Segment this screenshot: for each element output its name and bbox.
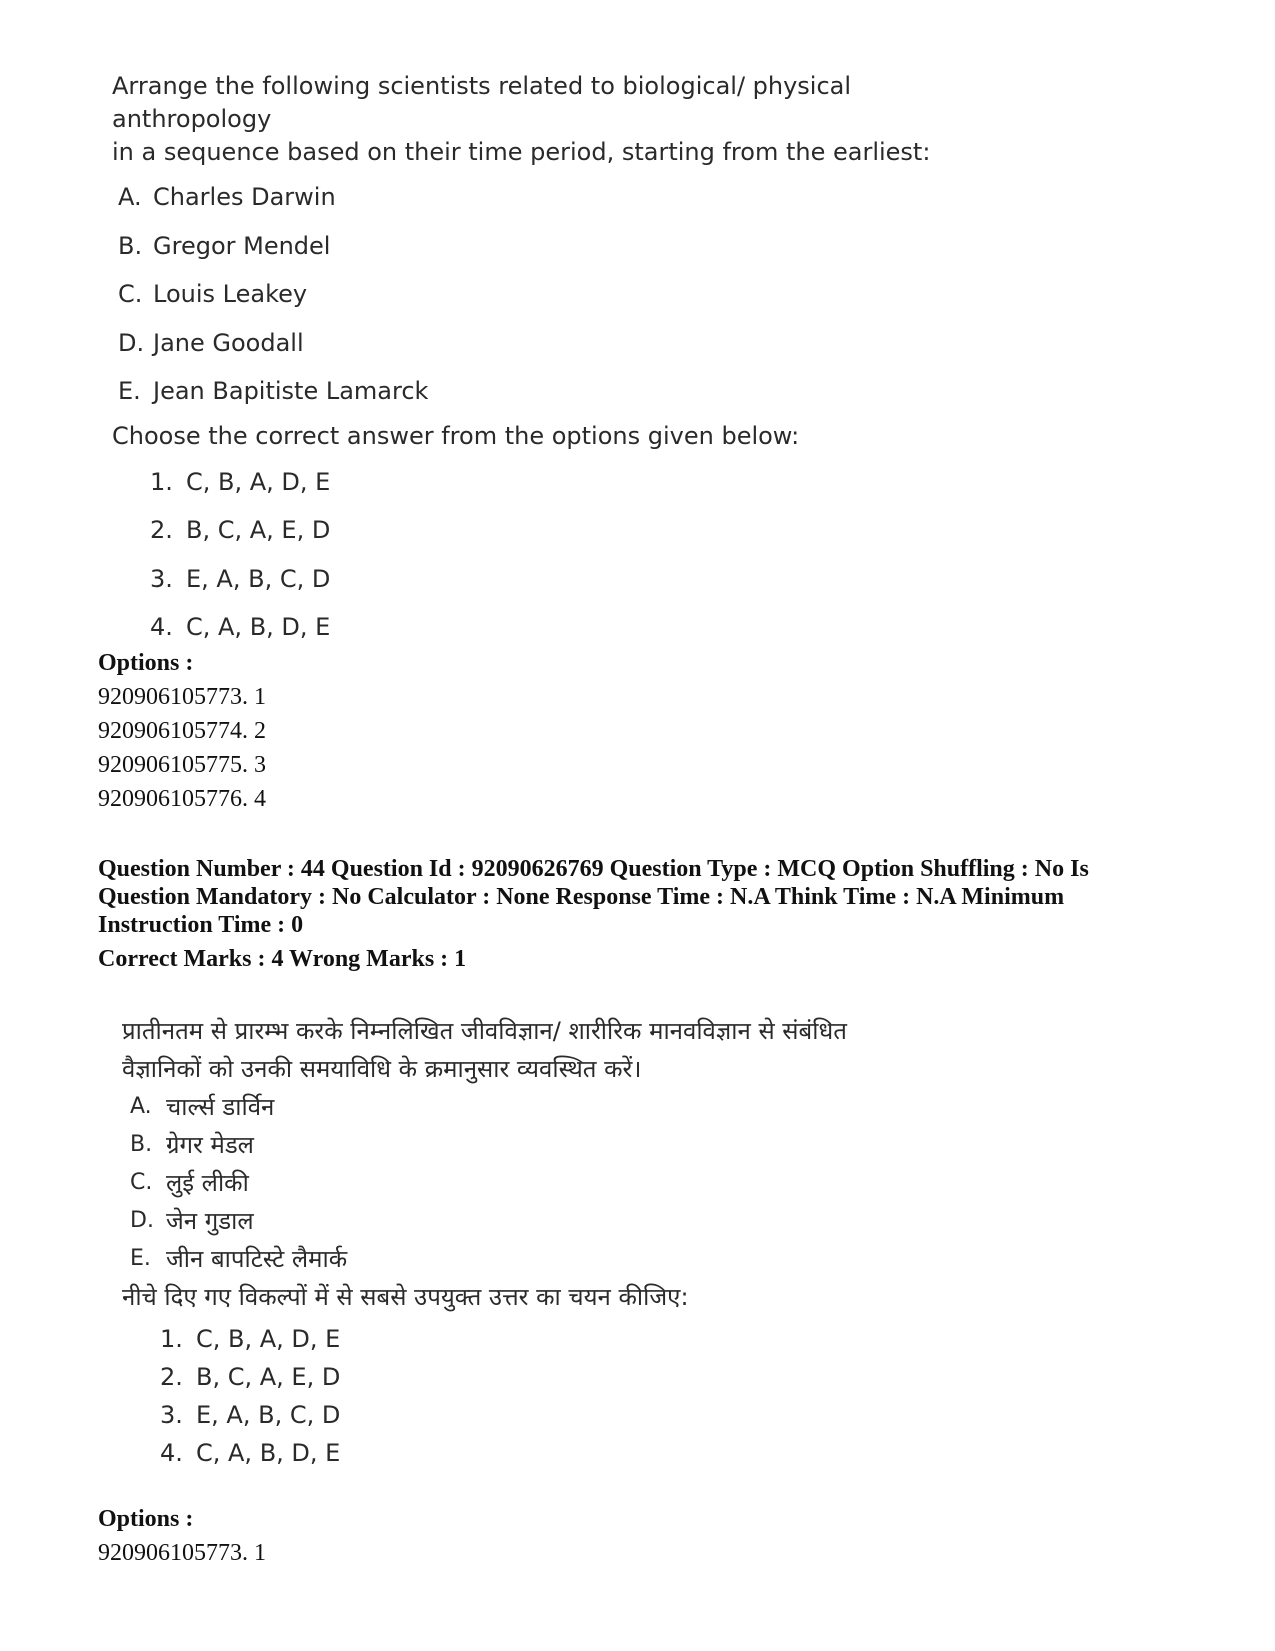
question-stem-line: in a sequence based on their time period, starting from the earliest: [112, 138, 931, 166]
question-stem [112, 70, 992, 169]
scientist-list [130, 1088, 1002, 1278]
choice-text: B, C, A, E, D [186, 516, 331, 544]
meta-line: Instruction Time : 0 [98, 912, 304, 938]
choice-number: 4. [150, 613, 173, 641]
answer-choice [150, 514, 992, 563]
question-hindi [122, 1012, 1002, 1472]
meta-line: Question Mandatory : No Calculator : None Response Time : N.A Think Time : N.A Minimum [98, 884, 1065, 910]
item-text: ग्रेगर मेडल [166, 1131, 254, 1159]
choice-number: 3. [150, 564, 173, 593]
item-label: A. [130, 1094, 152, 1119]
answer-choice [160, 1434, 1002, 1472]
choice-number: 3. [160, 1401, 183, 1429]
option-row: 920906105774. 2 [98, 718, 266, 744]
choice-text: E, A, B, C, D [186, 564, 331, 593]
option-row: 920906105773. 1 [98, 1540, 266, 1566]
marks-line: Correct Marks : 4 Wrong Marks : 1 [98, 946, 467, 972]
question-stem-line: Arrange the following scientists related to biological/ physical anthropology [112, 72, 852, 133]
item-label: C. [130, 1170, 153, 1195]
answer-choice [160, 1396, 1002, 1434]
choose-instruction: Choose the correct answer from the options given below: [112, 421, 800, 450]
choice-number: 4. [160, 1439, 183, 1467]
choice-number: 2. [150, 516, 173, 544]
item-text: Jane Goodall [153, 328, 304, 357]
item-text: Gregor Mendel [153, 231, 331, 260]
answer-choice [160, 1320, 1002, 1358]
item-text: लुई लीकी [166, 1169, 249, 1197]
choice-text: B, C, A, E, D [196, 1363, 341, 1391]
answer-choices [160, 1320, 1002, 1472]
list-item [118, 327, 992, 376]
answer-choice [150, 563, 992, 612]
item-text: Charles Darwin [153, 183, 336, 211]
question-stem-line: वैज्ञानिकों को उनकी समयाविधि के क्रमानुसार व्यवस्थित करें। [122, 1055, 642, 1083]
item-text: जेन गुडाल [166, 1207, 254, 1235]
choice-number: 2. [160, 1363, 183, 1391]
question-stem-line: प्रातीनतम से प्रारम्भ करके निम्नलिखित जीवविज्ञान/ शारीरिक मानवविज्ञान से संबंधित [122, 1017, 847, 1045]
item-label: D. [118, 328, 145, 357]
list-item [130, 1202, 1002, 1240]
choice-number: 1. [150, 467, 173, 496]
item-text: Louis Leakey [153, 280, 308, 308]
list-item [130, 1088, 1002, 1126]
item-label: A. [118, 183, 142, 211]
choice-text: E, A, B, C, D [196, 1401, 341, 1429]
options-block [98, 646, 266, 816]
answer-choice [150, 611, 992, 660]
options-heading: Options : [98, 1506, 194, 1532]
choice-text: C, A, B, D, E [186, 613, 331, 641]
list-item [130, 1164, 1002, 1202]
choice-text: C, A, B, D, E [196, 1439, 341, 1467]
option-row: 920906105775. 3 [98, 752, 266, 778]
list-item [118, 375, 992, 424]
answer-choices [150, 466, 992, 660]
choice-text: C, B, A, D, E [186, 467, 331, 496]
question-english [112, 70, 992, 660]
list-item [118, 181, 992, 230]
item-text: जीन बापटिस्टे लैमार्क [166, 1245, 348, 1273]
question-meta [98, 855, 1178, 973]
list-item [130, 1126, 1002, 1164]
question-stem [122, 1012, 1002, 1088]
list-item [118, 230, 992, 279]
item-label: D. [130, 1208, 154, 1233]
answer-choice [150, 466, 992, 515]
option-row: 920906105773. 1 [98, 684, 266, 710]
options-heading: Options : [98, 650, 194, 676]
item-label: E. [118, 377, 141, 405]
choice-text: C, B, A, D, E [196, 1325, 341, 1353]
item-label: C. [118, 280, 143, 308]
item-label: E. [130, 1246, 151, 1271]
options-block [98, 1502, 266, 1570]
item-label: B. [130, 1132, 153, 1157]
option-row: 920906105776. 4 [98, 786, 266, 812]
list-item [118, 278, 992, 327]
list-item [130, 1240, 1002, 1278]
choose-instruction: नीचे दिए गए विकल्पों में से सबसे उपयुक्त उत्तर का चयन कीजिए: [122, 1283, 689, 1311]
choice-number: 1. [160, 1325, 183, 1353]
item-label: B. [118, 231, 143, 260]
answer-choice [160, 1358, 1002, 1396]
item-text: Jean Bapitiste Lamarck [153, 377, 429, 405]
scientist-list [118, 181, 992, 424]
meta-line: Question Number : 44 Question Id : 92090626769 Question Type : MCQ Option Shuffling : No Is [98, 856, 1089, 882]
item-text: चार्ल्स डार्विन [166, 1093, 275, 1121]
